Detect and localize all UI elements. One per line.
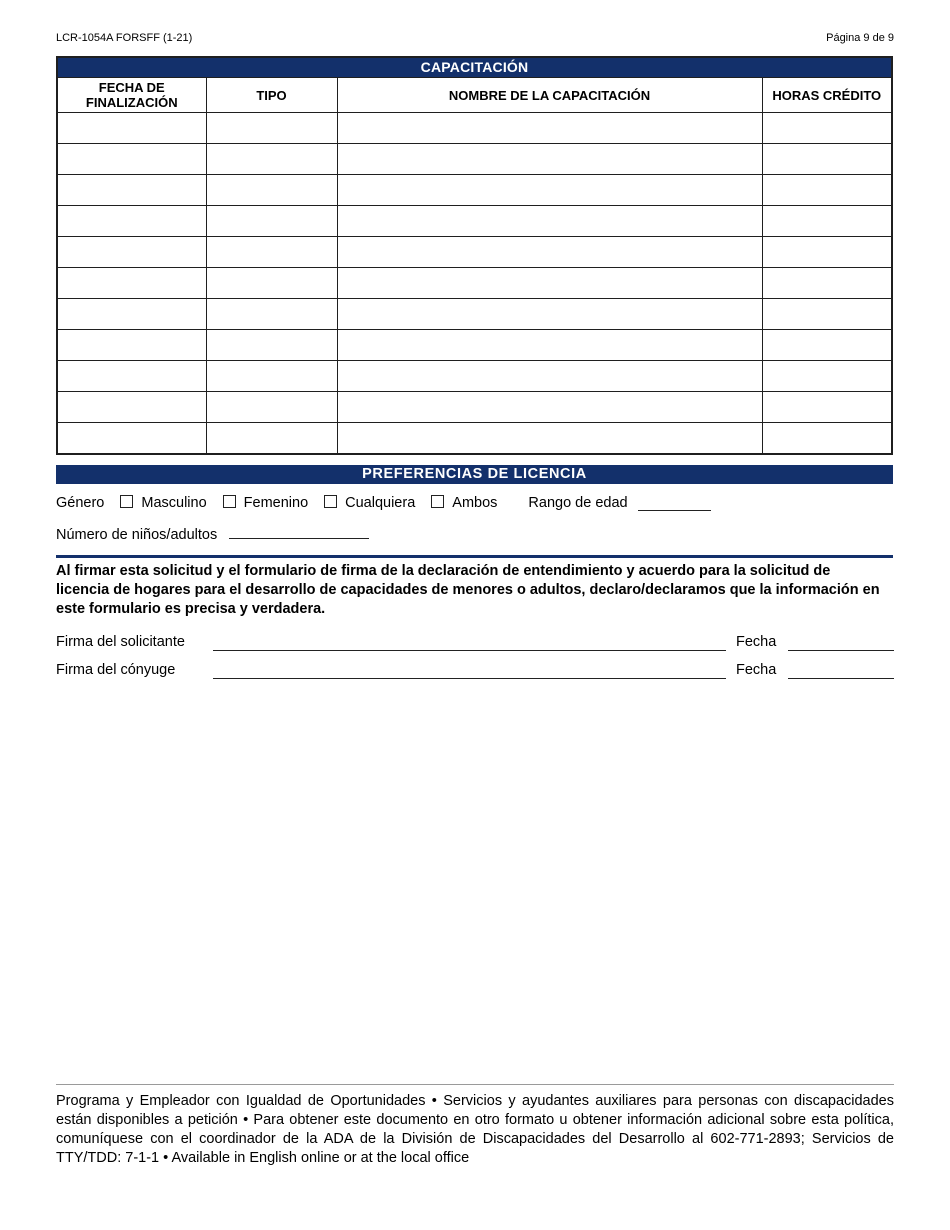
footer-divider (56, 1084, 894, 1085)
spouse-signature-field[interactable] (213, 678, 726, 679)
male-label: Masculino (141, 495, 207, 511)
credit-hours-cell[interactable] (762, 361, 891, 392)
male-checkbox[interactable] (120, 495, 133, 508)
completion-date-cell[interactable] (58, 361, 206, 392)
gender-row (56, 495, 711, 511)
training-row (58, 144, 891, 175)
age-range-label: Rango de edad (528, 495, 628, 511)
credit-hours-cell[interactable] (762, 299, 891, 330)
credit-hours-cell[interactable] (762, 392, 891, 423)
training-name-cell[interactable] (337, 175, 762, 206)
gender-option-female[interactable] (223, 495, 308, 511)
female-label: Femenino (243, 495, 309, 511)
page-number: Página 9 de 9 (826, 32, 894, 44)
completion-date-cell[interactable] (58, 268, 206, 299)
training-name-cell[interactable] (337, 144, 762, 175)
type-cell[interactable] (206, 423, 337, 454)
type-cell[interactable] (206, 144, 337, 175)
training-name-cell[interactable] (337, 206, 762, 237)
applicant-signature-label: Firma del solicitante (56, 634, 185, 650)
training-name-cell[interactable] (337, 299, 762, 330)
training-row (58, 330, 891, 361)
spouse-signature-label: Firma del cónyuge (56, 662, 176, 678)
type-cell[interactable] (206, 175, 337, 206)
training-row (58, 361, 891, 392)
both-checkbox[interactable] (431, 495, 444, 508)
training-row (58, 237, 891, 268)
completion-date-cell[interactable] (58, 113, 206, 144)
training-name-cell[interactable] (337, 113, 762, 144)
both-label: Ambos (452, 495, 498, 511)
completion-date-cell[interactable] (58, 206, 206, 237)
training-row (58, 299, 891, 330)
completion-date-cell[interactable] (58, 144, 206, 175)
type-cell[interactable] (206, 206, 337, 237)
training-row (58, 423, 891, 454)
training-row (58, 175, 891, 206)
type-cell[interactable] (206, 299, 337, 330)
credit-hours-cell[interactable] (762, 144, 891, 175)
training-row (58, 268, 891, 299)
declaration-statement: Al firmar esta solicitud y el formulario de firma de la declaración de entendimiento y acuerdo para la solicitud de licencia de hogares para el desarrollo de capacidades de menores o adultos, declaro/declaramos que la información en este formulario es precisa y verdadera. (56, 563, 880, 617)
completion-date-cell[interactable] (58, 423, 206, 454)
training-name-cell[interactable] (337, 330, 762, 361)
training-row (58, 392, 891, 423)
applicant-signature-field[interactable] (213, 650, 726, 651)
children-adults-count-field[interactable] (229, 524, 369, 539)
completion-date-cell[interactable] (58, 299, 206, 330)
credit-hours-cell[interactable] (762, 113, 891, 144)
training-name-cell[interactable] (337, 237, 762, 268)
type-cell[interactable] (206, 268, 337, 299)
column-header-type: TIPO (206, 78, 337, 113)
credit-hours-cell[interactable] (762, 206, 891, 237)
children-adults-count-label: Número de niños/adultos (56, 527, 218, 543)
form-id: LCR-1054A FORSFF (1-21) (56, 32, 193, 44)
applicant-date-label: Fecha (736, 634, 777, 650)
credit-hours-cell[interactable] (762, 237, 891, 268)
training-name-cell[interactable] (337, 268, 762, 299)
completion-date-cell[interactable] (58, 330, 206, 361)
spouse-date-field[interactable] (788, 678, 894, 679)
training-header-row (58, 78, 891, 113)
training-row (58, 206, 891, 237)
age-range-field[interactable] (638, 496, 711, 511)
gender-label: Género (56, 495, 105, 511)
training-grid (58, 78, 891, 453)
type-cell[interactable] (206, 361, 337, 392)
credit-hours-cell[interactable] (762, 330, 891, 361)
type-cell[interactable] (206, 237, 337, 268)
training-name-cell[interactable] (337, 361, 762, 392)
training-name-cell[interactable] (337, 423, 762, 454)
gender-option-male[interactable] (120, 495, 206, 511)
section-divider (56, 555, 893, 558)
column-header-credit-hours: HORAS CRÉDITO (762, 78, 891, 113)
training-name-cell[interactable] (337, 392, 762, 423)
either-checkbox[interactable] (324, 495, 337, 508)
completion-date-cell[interactable] (58, 175, 206, 206)
type-cell[interactable] (206, 330, 337, 361)
training-row (58, 113, 891, 144)
completion-date-cell[interactable] (58, 392, 206, 423)
training-table (56, 56, 893, 455)
credit-hours-cell[interactable] (762, 175, 891, 206)
count-row (56, 524, 369, 543)
type-cell[interactable] (206, 392, 337, 423)
female-checkbox[interactable] (223, 495, 236, 508)
license-preferences-title: PREFERENCIAS DE LICENCIA (56, 465, 893, 484)
either-label: Cualquiera (345, 495, 416, 511)
spouse-date-label: Fecha (736, 662, 777, 678)
completion-date-cell[interactable] (58, 237, 206, 268)
column-header-completion-date: FECHA DE FINALIZACIÓN (58, 78, 206, 113)
gender-option-either[interactable] (324, 495, 415, 511)
type-cell[interactable] (206, 113, 337, 144)
credit-hours-cell[interactable] (762, 268, 891, 299)
gender-option-both[interactable] (431, 495, 497, 511)
training-title: CAPACITACIÓN (58, 58, 891, 78)
applicant-date-field[interactable] (788, 650, 894, 651)
footer-notice: Programa y Empleador con Igualdad de Oportunidades • Servicios y ayudantes auxiliares para personas con discapacidades están disponibles a petición • Para obtener este documento en otro formato u obtener información adicional sobre esta política, comuníquese con el coordinador de la ADA de la División de Discapacidades del Desarrollo al 602-771-2893; Servicios de TTY/TDD: 7-1-1 • Available in English online or at the local office (56, 1093, 894, 1166)
credit-hours-cell[interactable] (762, 423, 891, 454)
column-header-training-name: NOMBRE DE LA CAPACITACIÓN (337, 78, 762, 113)
